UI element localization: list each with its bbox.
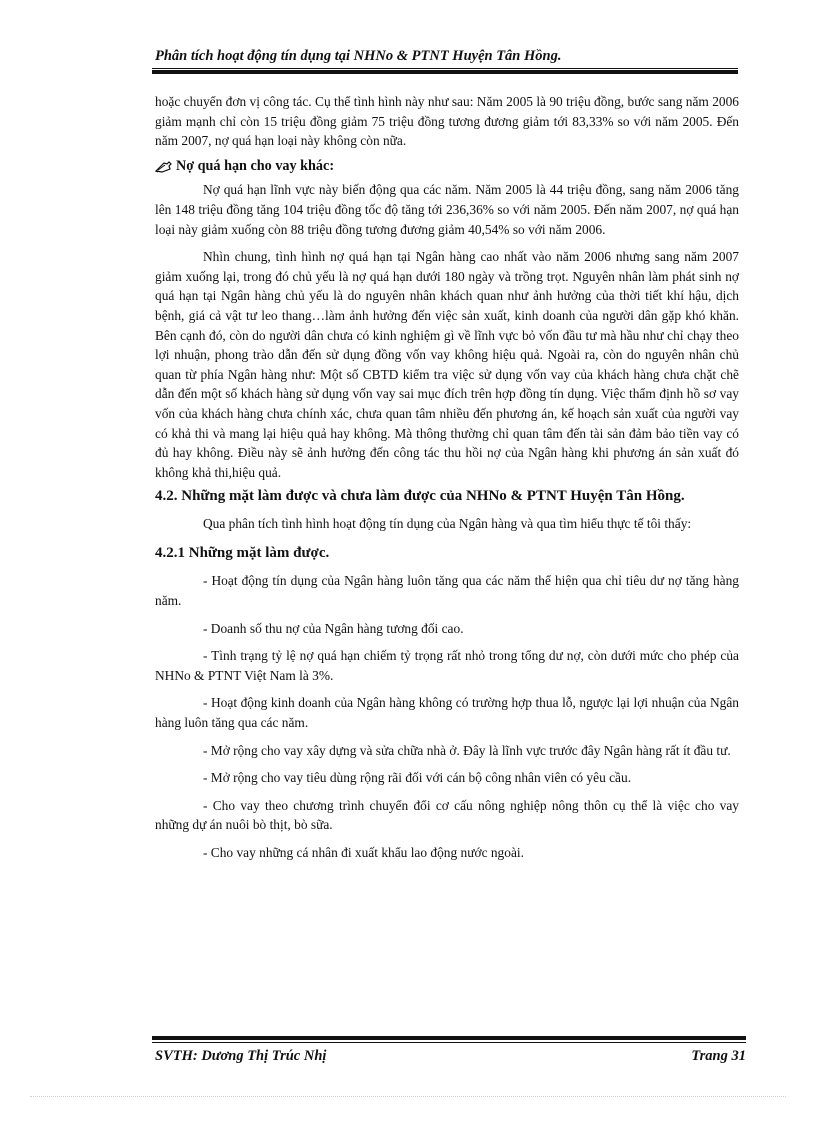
running-header-title: Phân tích hoạt động tín dụng tại NHNo & PTNT Huyện Tân Hồng. <box>155 48 562 64</box>
bullet-item: - Tình trạng tỷ lệ nợ quá hạn chiếm tỷ trọng rất nhỏ trong tổng dư nợ, còn dưới mức cho phép của NHNo & PTNT Việt Nam là 3%. <box>155 648 739 683</box>
bullet-item: - Hoạt động kinh doanh của Ngân hàng không có trường hợp thua lỗ, ngược lại lợi nhuận của Ngân hàng luôn tăng qua các năm. <box>155 695 739 731</box>
section-heading-4-2: 4.2. Những mặt làm được và chưa làm được của NHNo & PTNT Huyện Tân Hồng. <box>155 488 685 505</box>
bullet-item: - Doanh số thu nợ của Ngân hàng tương đối cao. <box>203 620 464 636</box>
document-body <box>155 92 739 863</box>
paragraph-intro-4-2: Qua phân tích tình hình hoạt động tín dụng của Ngân hàng và qua tìm hiểu thực tế tôi thấy: <box>203 516 692 532</box>
bullet-item: - Hoạt động tín dụng của Ngân hàng luôn tăng qua các năm thể hiện qua chỉ tiêu dư nợ tăng hàng năm. <box>155 573 739 609</box>
subheading-other-loans <box>155 157 739 177</box>
bullet-item: - Mở rộng cho vay xây dựng và sửa chữa nhà ở. Đây là lĩnh vực trước đây Ngân hàng rất ít đầu tư. <box>203 742 731 758</box>
footer-page-number: Trang 31 <box>691 1048 746 1064</box>
bullet-item: - Cho vay những cá nhân đi xuất khẩu lao động nước ngoài. <box>203 845 524 860</box>
paragraph-summary: Nhìn chung, tình hình nợ quá hạn tại Ngân hàng cao nhất vào năm 2006 nhưng sang năm 2007 giảm xuống lại, trong đó chủ yếu là nợ quá hạn dưới 180 ngày và trồng trọt. Nguyên nhân làm phát sinh nợ quá hạn tại Ngân hàng chủ yếu là do nguyên nhân khách quan như ảnh hưởng của thời tiết khí hậu, dịch bệnh, giá cả vật tư leo thang…làm ảnh hưởng đến việc sản xuất, kinh doanh của người dân gặp khó khăn. Bên cạnh đó, còn do người dân chưa có kinh nghiệm gì về lĩnh vực bỏ vốn đầu tư mà hầu như chỉ chạy theo lợi nhuận, phong trào dẫn đến sử dụng đồng vốn vay không hiệu quả. Ngoài ra, còn do nguyên nhân chủ quan từ phía Ngân hàng như: Một số CBTD kiểm tra việc sử dụng vốn vay của khách hàng chưa chặt chẽ dẫn đến một số khách hàng sử dụng vốn vay sai mục đích trên hợp đồng tín dụng. Việc thẩm định hồ sơ vay vốn của khách hàng chưa chính xác, chưa quan tâm nhiều đến phương án, kế hoạch sản xuất của người vay có khả thi và mang lại hiệu quả hay không. Mà thông thường chỉ quan tâm đến tài sản đảm bảo tiền vay có đủ hay không. Điều này sẽ ảnh hưởng đến công tác thu hồi nợ của Ngân hàng khi phương án sản xuất đó không khả thi,hiệu quả. <box>155 249 739 480</box>
footer-rule-thin <box>152 1042 746 1043</box>
bullet-item: - Mở rộng cho vay tiêu dùng rộng rãi đối với cán bộ công nhân viên có yêu cầu. <box>203 770 632 786</box>
pen-hand-icon <box>155 160 172 173</box>
footer-rule-thick <box>152 1036 746 1040</box>
bullet-item: - Cho vay theo chương trình chuyển đổi cơ cấu nông nghiệp nông thôn cụ thể là việc cho vay những dự án nuôi bò thịt, bò sữa. <box>155 797 739 833</box>
paragraph-continued: hoặc chuyển đơn vị công tác. Cụ thể tình hình này như sau: Năm 2005 là 90 triệu đồng, bước sang năm 2006 giảm mạnh chỉ còn 15 triệu đồng giảm 75 triệu đồng tương đương giảm tới 83,33% so với năm 2005. Đến năm 2007, nợ quá hạn loại này không còn nữa. <box>155 94 739 149</box>
page-bottom-divider <box>30 1096 786 1097</box>
section-heading-4-2-1: 4.2.1 Những mặt làm được. <box>155 544 330 561</box>
header-rule-thin <box>152 68 738 69</box>
paragraph-other-loans: Nợ quá hạn lĩnh vực này biến động qua các năm. Năm 2005 là 44 triệu đồng, sang năm 2006 tăng lên 148 triệu đồng tăng 104 triệu đồng tốc độ tăng tới 236,36% so với năm 2005. Đến năm 2007, nợ quá hạn loại này giảm xuống còn 88 triệu đồng tương đương giảm 40,54% so với năm 2006. <box>155 182 739 237</box>
header-rule-thick <box>152 70 738 74</box>
footer-author: SVTH: Dương Thị Trúc Nhị <box>155 1048 327 1064</box>
subheading-text: Nợ quá hạn cho vay khác: <box>176 157 335 174</box>
